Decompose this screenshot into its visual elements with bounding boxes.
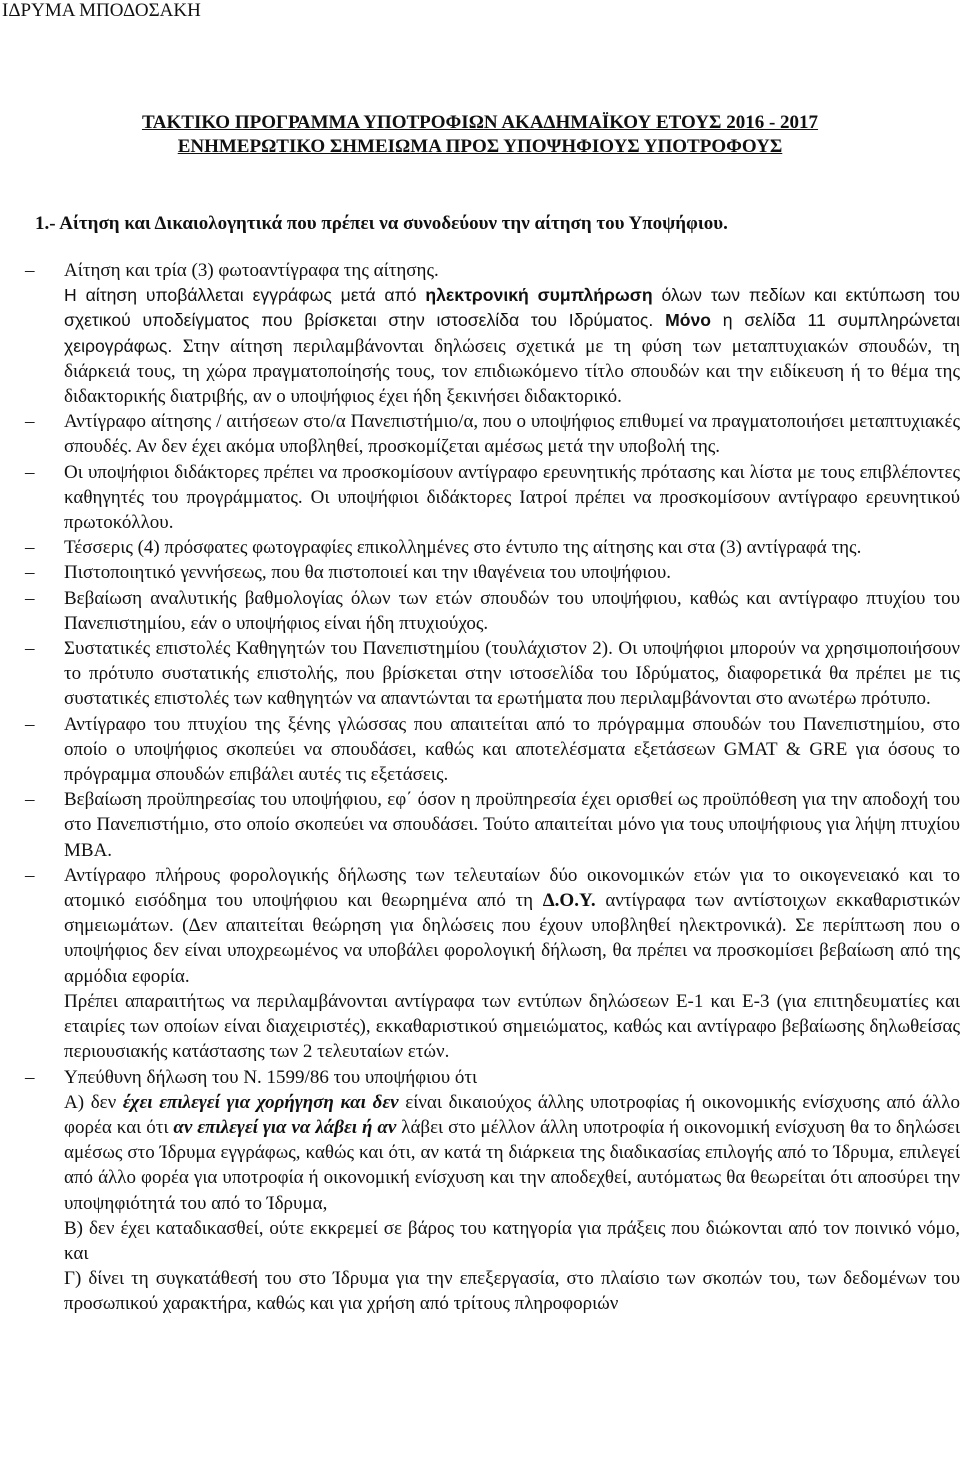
document-title: ΤΑΚΤΙΚΟ ΠΡΟΓΡΑΜΜΑ ΥΠΟΤΡΟΦΙΩΝ ΑΚΑΔΗΜΑΪΚΟΥ ΕΤΟΥΣ 2016 - 2017 [141,112,819,133]
declaration-a: Α) δεν έχει επιλεγεί για χορήγηση και δεν είναι δικαιούχος άλλης υποτροφίας ή οικονομικής ενίσχυσης από άλλο φορέα και ότι αν επιλεγεί για να λάβει ή αν λάβει στο μέλλον άλλη υποτροφία ή οικονομική ενίσχυση θα το δηλώσει αμέσως στο Ίδρυμα εγγράφως, καθώς και ότι, αν κατά τη διάρκεια της διαδικασίας επιλογής από το Ίδρυμα, επιλεγεί από άλλο φορέα για υποτροφία ή οικονομική ενίσχυση και την αποδεχθεί, αυτόματως θα θεωρείται ότι αποσύρει την υποψηφιότητά του από το Ίδρυμα, [64,1091,960,1214]
list-item-text: Πιστοποιητικό γεννήσεως, που θα πιστοποιεί και την ιθαγένεια του υποψήφιου. [64,562,672,584]
list-item [25,535,960,560]
list-item [25,409,960,459]
dash-bullet: – [25,260,35,281]
document-subtitle: ΕΝΗΜΕΡΩΤΙΚΟ ΣΗΜΕΙΩΜΑ ΠΡΟΣ ΥΠΟΨΗΦΙΟΥΣ ΥΠΟΤΡΟΦΟΥΣ [177,136,783,157]
list-item-text: Πρέπει απαραιτήτως να περιλαμβάνονται αντίγραφα των εντύπων δηλώσεων Ε-1 και Ε-3 (για επιτηδευματίες και εταιρίες των οποίων είναι διαχειριστές), εκκαθαριστικού σημειώματος, καθώς και αντίγραφο βεβαίωσης δηλωθείσας περιουσιακής κατάστασης των 2 τελευταίων ετών. [64,990,960,1063]
list-item-text: Βεβαίωση αναλυτικής βαθμολογίας όλων των ετών σπουδών του υποψήφιου, καθώς και αντίγραφο πτυχίου του Πανεπιστημίου, εάν ο υποψήφιος είναι ήδη πτυχιούχος. [64,587,960,634]
dash-bullet: – [25,537,35,559]
list-item-text: Αντίγραφο του πτυχίου της ξένης γλώσσας που απαιτείται από το πρόγραμμα σπουδών του Πανεπιστημίου, στο οποίο ο υποψήφιος σκοπεύει να σπουδάσει, καθώς και αποτελέσματα εξετάσεων GMAT & GRE για όσους το πρόγραμμα σπουδών επιβάλει αυτές τις εξετάσεις. [64,713,960,786]
dash-bullet: – [25,713,35,735]
list-item [25,560,960,585]
list-item-text: Αντίγραφο πλήρους φορολογικής δήλωσης των τελευταίων δύο οικονομικών ετών για το οικογενειακό και το ατομικό εισόδημα του υποψήφιου και θεωρημένα από τη Δ.Ο.Υ. αντίγραφα των αντίστοιχων εκκαθαριστικών σημειωμάτων. (Δεν απαιτείται θεώρηση για δηλώσεις που έχουν υποβληθεί ηλεκτρονικά). Σε περίπτωση που ο υποψήφιος δεν είναι υποχρεωμένος να υποβάλει φορολογική δήλωση, θα πρέπει να προσκομίσει βεβαίωση από της αρμόδια εφορία. [64,864,960,987]
list-item [25,636,960,712]
section-heading: 1.- Αίτηση και Δικαιολογητικά που πρέπει να συνοδεύουν την αίτηση του Υποψήφιου. [35,213,728,234]
list-item [25,586,960,636]
organization-name: ΙΔΡΥΜΑ ΜΠΟΔΟΣΑΚΗ [2,0,201,21]
dash-bullet: – [25,1066,35,1088]
requirements-list [25,258,960,1317]
dash-bullet: – [25,587,35,609]
dash-bullet: – [25,461,35,483]
dash-bullet: – [25,638,35,660]
dash-bullet: – [25,864,35,886]
dash-bullet: – [25,411,35,433]
declaration-b: Β) δεν έχει καταδικασθεί, ούτε εκκρεμεί σε βάρος του κατηγορία για πράξεις που διώκονται από τον ποινικό νόμο, και [64,1217,960,1264]
list-item [25,460,960,536]
list-item-text: Υπεύθυνη δήλωση του Ν. 1599/86 του υποψήφιου ότι [64,1066,478,1088]
dash-bullet: – [25,562,35,584]
list-item [25,1065,960,1317]
list-item-text: Αντίγραφο αίτησης / αιτήσεων στο/α Πανεπιστήμιο/α, που ο υποψήφιος επιθυμεί να πραγματοποιήσει μεταπτυχιακές σπουδές. Αν δεν έχει ακόμα υποβληθεί, προσκομίζεται αμέσως μετά την υποβολή της. [64,411,960,458]
list-item-text: Αίτηση και τρία (3) φωτοαντίγραφα της αίτησης. [64,260,439,281]
list-item [25,863,960,1065]
list-item [25,258,960,409]
list-item-text: Τέσσερις (4) πρόσφατες φωτογραφίες επικολλημένες στο έντυπο της αίτησης και στα (3) αντίγραφά της. [64,537,862,559]
list-item-text: Η αίτηση υποβάλλεται εγγράφως μετά από ηλεκτρονική συμπλήρωση όλων των πεδίων και εκτύπωση του σχετικού υποδείγματος που βρίσκεται στην ιστοσελίδα του Ιδρύματος. Μόνο η σελίδα 11 συμπληρώνεται χειρογράφως. Στην αίτηση περιλαμβάνονται δηλώσεις σχετικά με τη φύση των μεταπτυχιακών σπουδών, τη διάρκειά τους, τη χώρα πραγματοποίησής τους, τον επιδιωκόμενο τίτλο σπουδών και την ειδίκευση ή το θέμα της διδακτορικής διατριβής, αν ο υποψήφιος έχει ήδη ξεκινήσει διδακτορικό. [64,285,960,408]
list-item [25,787,960,863]
list-item-text: Οι υποψήφιοι διδάκτορες πρέπει να προσκομίσουν αντίγραφο ερευνητικής πρότασης και λίστα με τους επιβλέποντες καθηγητές του προγράμματος. Οι υποψήφιοι διδάκτορες Ιατροί πρέπει να προσκομίσουν αντίγραφο ερευνητικού πρωτοκόλλου. [64,461,960,534]
list-item-text: Βεβαίωση προϋπηρεσίας του υποψήφιου, εφ΄ όσον η προϋπηρεσία έχει ορισθεί ως προϋπόθεση για την αποδοχή του στο Πανεπιστήμιο, στο οποίο σκοπεύει να σπουδάσει. Τούτο απαιτείται μόνο για τους υποψήφιους για λήψη πτυχίου ΜΒΑ. [64,789,960,861]
dash-bullet: – [25,789,35,811]
declaration-c: Γ) δίνει τη συγκατάθεσή του στο Ίδρυμα για την επεξεργασία, στο πλαίσιο των σκοπών του, των δεδομένων του προσωπικού χαρακτήρα, καθώς και για χρήση από τρίτους πληροφοριών [64,1268,960,1315]
list-item [25,712,960,788]
list-item-text: Συστατικές επιστολές Καθηγητών του Πανεπιστημίου (τουλάχιστον 2). Οι υποψήφιοι μπορούν να χρησιμοποιήσουν το πρότυπο συστατικής επιστολής, που βρίσκεται στην ιστοσελίδα του Ιδρύματος, διαφορετικά θα πρέπει με τις συστατικές επιστολές των καθηγητών να απαντώνται τα ερωτήματα που περιλαμβάνονται στο ανωτέρω πρότυπο. [64,638,960,710]
